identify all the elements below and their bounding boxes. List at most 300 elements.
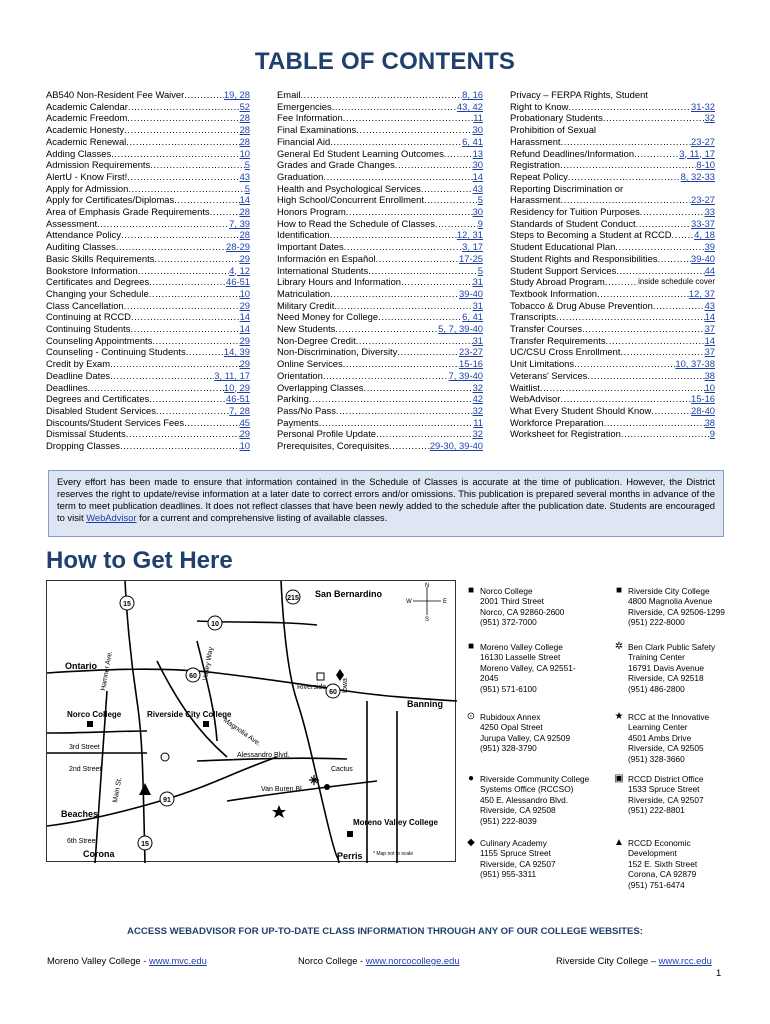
toc-entry-label: Academic Calendar: [46, 100, 128, 112]
toc-entry-label: Assessment: [46, 217, 98, 229]
location-line: Ben Clark Public Safety: [628, 642, 716, 652]
toc-leader: [334, 300, 472, 312]
toc-entry: [510, 194, 715, 206]
toc-leader: [330, 229, 457, 241]
toc-entry: [510, 136, 715, 148]
toc-entry-label: Refund Deadlines/Information: [510, 147, 635, 159]
location-line: Riverside, CA 92505: [628, 743, 704, 754]
toc-leader: [152, 335, 239, 347]
toc-page-link[interactable]: 46-51: [226, 393, 250, 405]
location-marker-icon: ●: [467, 773, 475, 784]
toc-page-link[interactable]: 15-16: [691, 393, 715, 405]
toc-page-link[interactable]: 29: [239, 334, 250, 346]
map-label-alessandro: Alessandro Blvd.: [237, 752, 290, 759]
toc-page-link[interactable]: 28-40: [691, 404, 715, 416]
toc-page-link[interactable]: 5: [244, 182, 250, 194]
toc-leader: [111, 148, 239, 160]
location-entry: [614, 773, 740, 816]
toc-entry: [46, 300, 250, 312]
toc-entry-label: Dropping Classes: [46, 440, 120, 452]
toc-page-link[interactable]: 3, 11, 17: [679, 147, 715, 159]
map-label-valley-way: Valley Way: [202, 646, 215, 682]
map-label-cactus: Cactus: [331, 766, 353, 773]
toc-page-link[interactable]: 14: [472, 170, 483, 182]
toc-page-link[interactable]: inside schedule cover: [638, 277, 715, 287]
toc-entry-label: Student Support Services: [510, 264, 617, 276]
location-line: (951) 571-6100: [480, 683, 537, 694]
toc-page-link[interactable]: 28: [239, 124, 250, 136]
toc-entry: [510, 241, 715, 253]
toc-page-link[interactable]: 11: [473, 416, 483, 428]
location-marker-icon: ■: [467, 585, 475, 596]
toc-leader: [126, 428, 240, 440]
toc-leader: [149, 393, 226, 405]
toc-entry-label: New Students: [277, 323, 336, 335]
toc-entry-label: Grades and Grade Changes: [277, 159, 395, 171]
toc-entry: [510, 253, 715, 265]
toc-page-link[interactable]: 28: [239, 112, 250, 124]
toc-entry-label: Harassment: [510, 135, 561, 147]
toc-entry-label: Fee Information: [277, 112, 343, 124]
toc-page-link[interactable]: 45: [239, 416, 250, 428]
toc-page-link[interactable]: 10, 37-38: [675, 358, 715, 370]
toc-page-link[interactable]: 17-25: [459, 252, 483, 264]
toc-page-link[interactable]: 31: [472, 299, 483, 311]
location-line: RCCD District Office: [628, 774, 704, 784]
toc-entry-label: Parking: [277, 393, 309, 405]
toc-entry: [510, 370, 715, 382]
toc-entry-label: Standards of Student Conduct: [510, 217, 636, 229]
toc-entry-label: Transcripts: [510, 311, 557, 323]
toc-page-link[interactable]: 31: [472, 334, 483, 346]
toc-page-link[interactable]: 23-27: [459, 346, 483, 358]
location-entry: [467, 837, 618, 880]
toc-entry-label: WebAdvisor: [510, 393, 561, 405]
toc-page-link[interactable]: 43: [704, 299, 715, 311]
toc-leader: [621, 428, 710, 440]
toc-column-1: [46, 89, 250, 452]
toc-entry: [277, 171, 483, 183]
map-label-corona: Corona: [83, 849, 115, 859]
webadvisor-link[interactable]: WebAdvisor: [86, 512, 137, 523]
toc-leader: [568, 171, 681, 183]
toc-page-link[interactable]: 30: [472, 206, 483, 218]
toc-page-link[interactable]: 10: [239, 287, 250, 299]
toc-leader: [300, 89, 462, 101]
toc-page-link[interactable]: 15-16: [459, 358, 483, 370]
toc-page-link[interactable]: 31-32: [691, 100, 715, 112]
toc-page-link[interactable]: 5: [244, 159, 250, 171]
toc-page-link[interactable]: 39: [704, 241, 715, 253]
toc-page-link[interactable]: 8, 16: [462, 89, 483, 100]
location-line: 1533 Spruce Street: [628, 784, 700, 795]
toc-page-link[interactable]: 37: [704, 346, 715, 358]
toc-entry: [277, 335, 483, 347]
toc-entry: [277, 288, 483, 300]
toc-page-link[interactable]: 32: [704, 112, 715, 124]
toc-entry: [46, 393, 250, 405]
toc-entry: [277, 393, 483, 405]
toc-page-link[interactable]: 9: [709, 428, 715, 440]
map-label-banning: Banning: [407, 699, 443, 709]
toc-page-link[interactable]: 39-40: [459, 287, 483, 299]
toc-leader: [620, 346, 704, 358]
location-line: 4501 Ambs Drive: [628, 732, 692, 743]
toc-entry-label: Tobacco & Drug Abuse Prevention: [510, 299, 653, 311]
toc-entry: [46, 358, 250, 370]
toc-page-link[interactable]: 7, 39: [229, 217, 250, 229]
toc-entry-label: Right to Know: [510, 100, 569, 112]
toc-page-link[interactable]: 28-29: [226, 241, 250, 253]
toc-page-link[interactable]: 10: [239, 440, 250, 452]
toc-page-link[interactable]: 23-27: [691, 135, 715, 147]
map-marker-norco: [87, 721, 93, 727]
location-entry: [614, 641, 740, 694]
toc-page-link[interactable]: 12, 37: [688, 287, 715, 299]
toc-page-link[interactable]: 12, 31: [456, 229, 483, 241]
toc-page-link[interactable]: 29: [239, 358, 250, 370]
toc-leader: [424, 194, 478, 206]
toc-leader: [597, 288, 689, 300]
map-label-beaches: Beaches: [61, 809, 99, 819]
svg-text:W: W: [406, 599, 412, 605]
location-line: 4800 Magnolia Avenue: [628, 596, 713, 607]
toc-page-link[interactable]: 8, 32-33: [680, 170, 715, 182]
toc-leader: [356, 335, 473, 347]
toc-entry: [46, 440, 250, 452]
toc-entry: [46, 218, 250, 230]
toc-entry-label: Attendance Policy: [46, 229, 122, 241]
toc-page-link[interactable]: 31: [472, 276, 483, 288]
toc-page-link[interactable]: 11: [473, 112, 483, 124]
toc-entry: [277, 101, 483, 113]
toc-leader: [97, 218, 229, 230]
location-line: Moreno Valley College: [480, 642, 563, 652]
toc-page-link[interactable]: 29-30, 39-40: [429, 440, 483, 452]
map-label-6th-street: 6th Street: [67, 838, 98, 845]
toc-entry: [46, 159, 250, 171]
location-line: 152 E. Sixth Street: [628, 858, 698, 869]
toc-page-link[interactable]: 5: [477, 194, 483, 206]
map-label-ontario: Ontario: [65, 661, 98, 671]
location-marker-icon: ■: [467, 641, 475, 652]
toc-page-link[interactable]: 52: [239, 100, 250, 112]
site-mvc-link[interactable]: www.mvc.edu: [148, 955, 207, 966]
toc-leader: [561, 136, 691, 148]
toc-entry-label: Orientation: [277, 369, 323, 381]
toc-leader: [346, 206, 473, 218]
toc-entry: [510, 382, 715, 394]
toc-entry: [277, 323, 483, 335]
toc-page-link[interactable]: 28: [239, 135, 250, 147]
toc-leader: [332, 101, 457, 113]
toc-page-link[interactable]: 42: [472, 393, 483, 405]
toc-page-link[interactable]: 46-51: [226, 276, 250, 288]
toc-leader: [574, 358, 675, 370]
toc-page-link[interactable]: 38: [704, 416, 715, 428]
toc-leader: [444, 148, 473, 160]
toc-page-link[interactable]: 5, 7, 39-40: [438, 323, 483, 335]
toc-page-link[interactable]: 28: [239, 229, 250, 241]
toc-entry-label: Financial Aid: [277, 135, 331, 147]
toc-leader: [568, 101, 691, 113]
toc-leader: [343, 112, 474, 124]
location-line: (951) 751-6474: [628, 879, 685, 890]
toc-page-link[interactable]: 14: [239, 311, 250, 323]
toc-page-link[interactable]: 29: [239, 299, 250, 311]
site-norco-link[interactable]: www.norcocollege.edu: [365, 955, 460, 966]
location-line: Riverside, CA 92507: [628, 794, 704, 805]
map-label-van-buren: Van Buren Bl.: [261, 786, 304, 793]
toc-page-link[interactable]: 44: [704, 264, 715, 276]
toc-entry-label: Important Dates: [277, 241, 344, 253]
toc-leader: [657, 253, 691, 265]
toc-page-link[interactable]: 10, 29: [223, 381, 250, 393]
toc-leader: [319, 417, 474, 429]
toc-entry: [277, 159, 483, 171]
location-entry: [614, 837, 740, 890]
map-label-moreno-valley-college: Moreno Valley College: [353, 818, 438, 827]
toc-entry-label: Academic Renewal: [46, 135, 127, 147]
toc-page-link[interactable]: 14, 39: [223, 346, 250, 358]
toc-entry: [510, 124, 715, 136]
toc-page-link[interactable]: 32: [472, 428, 483, 440]
toc-entry: [510, 218, 715, 230]
toc-entry-label: Dismissal Students: [46, 428, 126, 440]
toc-leader: [651, 405, 691, 417]
location-line: Culinary Academy: [480, 838, 547, 848]
toc-page-link[interactable]: 6, 41: [462, 135, 483, 147]
toc-page-link[interactable]: 29: [239, 252, 250, 264]
toc-page-link[interactable]: 43: [239, 170, 250, 182]
toc-column-3: [510, 89, 715, 452]
location-entry: [615, 585, 740, 628]
toc-page-link[interactable]: 33: [704, 206, 715, 218]
toc-leader: [128, 101, 240, 113]
toc-entry-label: Repeat Policy: [510, 170, 568, 182]
map-label-2nd-street: 2nd Street: [69, 766, 102, 773]
map-label-magnolia: Magnolia Ave.: [221, 716, 262, 748]
toc-page-link[interactable]: 23-27: [691, 194, 715, 206]
toc-page-link[interactable]: 10: [704, 381, 715, 393]
toc-page-link[interactable]: 32: [472, 404, 483, 416]
toc-page-link[interactable]: 6, 41: [462, 311, 483, 323]
toc-page-link[interactable]: 28: [239, 206, 250, 218]
map-shield-15-bottom: 15: [141, 841, 149, 848]
road-3rd-street: [47, 731, 147, 733]
toc-page-link[interactable]: 3, 11, 17: [214, 369, 250, 381]
toc-page-link[interactable]: 37: [704, 323, 715, 335]
toc-leader: [110, 358, 239, 370]
toc-page-link[interactable]: 33-37: [691, 217, 715, 229]
toc-entry-label: Certificates and Degrees: [46, 276, 150, 288]
toc-entry-label: What Every Student Should Know: [510, 404, 652, 416]
toc-entry-label: Overlapping Classes: [277, 381, 364, 393]
toc-entry-label: Honors Program: [277, 206, 346, 218]
toc-page-link[interactable]: 14: [239, 323, 250, 335]
toc-entry-label: Auditing Classes: [46, 241, 116, 253]
toc-leader: [540, 382, 705, 394]
toc-page-link[interactable]: 43: [472, 182, 483, 194]
toc-entry: [277, 417, 483, 429]
toc-leader: [356, 124, 472, 136]
toc-entry-label: General Ed Student Learning Outcomes: [277, 147, 444, 159]
site-norco: Norco College - www.norcocollege.edu: [298, 955, 460, 966]
toc-entry: [277, 300, 483, 312]
toc-entry-label: Disabled Student Services: [46, 404, 156, 416]
toc-entry-label: Military Credit: [277, 299, 335, 311]
toc-entry-label: Deadline Dates: [46, 369, 111, 381]
toc-page-link[interactable]: 5: [477, 264, 483, 276]
toc-leader: [120, 440, 240, 452]
toc-entry-label: Bookstore Information: [46, 264, 138, 276]
toc-entry-label: Area of Emphasis Grade Requirements: [46, 206, 210, 218]
toc-page-link[interactable]: 10: [239, 147, 250, 159]
map-label-norco-college: Norco College: [67, 710, 122, 719]
toc-page-link[interactable]: 43, 42: [456, 100, 483, 112]
toc-page-link[interactable]: 14: [704, 311, 715, 323]
toc-entry-label: Worksheet for Registration: [510, 428, 621, 440]
toc-entry: [510, 101, 715, 113]
toc-entry-label: Credit by Exam: [46, 358, 111, 370]
toc-page-link[interactable]: 30: [472, 159, 483, 171]
toc-page-link[interactable]: 30: [472, 124, 483, 136]
toc-entry-label: Non-Discrimination, Diversity: [277, 346, 398, 358]
page-title: TABLE OF CONTENTS: [254, 48, 516, 75]
toc-page-link[interactable]: 14: [239, 194, 250, 206]
toc-entry: [277, 265, 483, 277]
toc-page-link[interactable]: 29: [239, 428, 250, 440]
toc-entry: [277, 276, 483, 288]
toc-entry: [277, 194, 483, 206]
location-marker-icon: ★: [614, 711, 624, 722]
toc-leader: [606, 335, 705, 347]
toc-entry: [46, 148, 250, 160]
toc-page-link[interactable]: 9: [477, 217, 483, 229]
map-shield-91: 91: [163, 797, 171, 804]
area-map: [46, 580, 456, 862]
location-line: RCCD Economic: [628, 838, 691, 848]
location-marker-icon: ■: [615, 585, 623, 596]
map-label-hamner: Hamner Ave.: [100, 650, 114, 692]
toc-entry: [277, 428, 483, 440]
location-line: Riverside City College: [628, 586, 710, 596]
toc-entry-label: Apply for Certificates/Diplomas: [46, 194, 175, 206]
toc-page-link[interactable]: 8-10: [696, 159, 715, 171]
toc-leader: [615, 241, 704, 253]
toc-entry: [46, 194, 250, 206]
toc-entry-label: Emergencies: [277, 100, 332, 112]
map-label-riverside-city-college: Riverside City College: [147, 710, 232, 719]
toc-entry: [46, 171, 250, 183]
toc-page-link[interactable]: 39-40: [691, 252, 715, 264]
location-line: (951) 372-7000: [480, 617, 537, 628]
toc-entry: [46, 311, 250, 323]
toc-entry-label: Email: [277, 89, 301, 100]
toc-page-link[interactable]: 3, 17: [462, 241, 483, 253]
toc-entry-label: Transfer Requirements: [510, 334, 606, 346]
toc-entry-label: Apply for Admission: [46, 182, 129, 194]
location-line: (951) 328-3790: [480, 743, 537, 754]
toc-page-link[interactable]: 32: [472, 381, 483, 393]
toc-entry-label: Unit Limitations: [510, 358, 575, 370]
toc-page-link[interactable]: 4, 12: [229, 264, 250, 276]
toc-leader: [653, 300, 705, 312]
toc-entry: [510, 148, 715, 160]
toc-entry-label: AlertU - Know First!: [46, 170, 128, 182]
toc-page-link[interactable]: 14: [704, 334, 715, 346]
toc-page-link[interactable]: 7, 28: [229, 404, 250, 416]
toc-leader: [323, 171, 472, 183]
toc-leader: [376, 253, 460, 265]
map-shield-10: 10: [211, 621, 219, 628]
toc-page-link[interactable]: 38: [704, 369, 715, 381]
location-line: 1155 Spruce Street: [480, 848, 551, 859]
toc-entry: [46, 136, 250, 148]
toc-leader: [603, 112, 705, 124]
access-webadvisor-heading: ACCESS WEBADVISOR FOR UP-TO-DATE CLASS INFORMATION THROUGH ANY OF OUR COLLEGE WEBSITES:: [127, 926, 643, 937]
toc-leader: [560, 159, 696, 171]
table-of-contents: [46, 89, 726, 452]
toc-entry-label: Continuing Students: [46, 323, 131, 335]
toc-leader: [556, 311, 705, 323]
toc-entry: [277, 440, 483, 452]
toc-leader: [130, 323, 239, 335]
map-marker-rccso: [324, 784, 330, 790]
toc-page-link[interactable]: 19, 28: [223, 89, 250, 100]
toc-entry-label: Reporting Discrimination or: [510, 182, 624, 194]
toc-entry-label: Probationary Students: [510, 112, 603, 124]
toc-entry: [510, 417, 715, 429]
toc-leader: [121, 229, 240, 241]
map-shield-60-west: 60: [189, 673, 197, 680]
toc-leader: [88, 382, 224, 394]
toc-entry-label: Academic Freedom: [46, 112, 128, 124]
toc-leader: [184, 89, 224, 101]
location-line: Riverside, CA 92507: [480, 858, 556, 869]
toc-entry-label: Transfer Courses: [510, 323, 583, 335]
toc-page-link[interactable]: 4, 18: [694, 229, 715, 241]
location-entry: [466, 711, 618, 754]
toc-entry-label: Counseling Appointments: [46, 334, 153, 346]
map-label-iowa: Iowa: [342, 678, 349, 693]
toc-entry: [510, 428, 715, 440]
toc-entry-label: Prohibition of Sexual: [510, 124, 596, 136]
toc-entry: [277, 112, 483, 124]
location-marker-icon: ✲: [614, 641, 624, 652]
toc-entry-label: Identification: [277, 229, 330, 241]
toc-entry: [277, 183, 483, 195]
toc-entry-label: Veterans' Services: [510, 369, 588, 381]
toc-entry-label: Graduation: [277, 170, 324, 182]
toc-entry: [510, 346, 715, 358]
toc-entry: [277, 346, 483, 358]
toc-page-link[interactable]: 7, 39-40: [448, 369, 483, 381]
toc-entry: [46, 288, 250, 300]
toc-leader: [364, 382, 473, 394]
site-rcc-link[interactable]: www.rcc.edu: [658, 955, 712, 966]
toc-leader: [604, 417, 705, 429]
toc-entry-label: UC/CSU Cross Enrollment: [510, 346, 621, 358]
toc-leader: [343, 358, 459, 370]
toc-entry: [277, 206, 483, 218]
toc-entry: [510, 112, 715, 124]
location-line: 16130 Lasselle Street: [480, 652, 561, 663]
toc-page-link[interactable]: 13: [472, 147, 483, 159]
toc-leader: [150, 159, 245, 171]
location-marker-icon: ◆: [467, 837, 475, 848]
location-line: 16791 Davis Avenue: [628, 662, 704, 673]
